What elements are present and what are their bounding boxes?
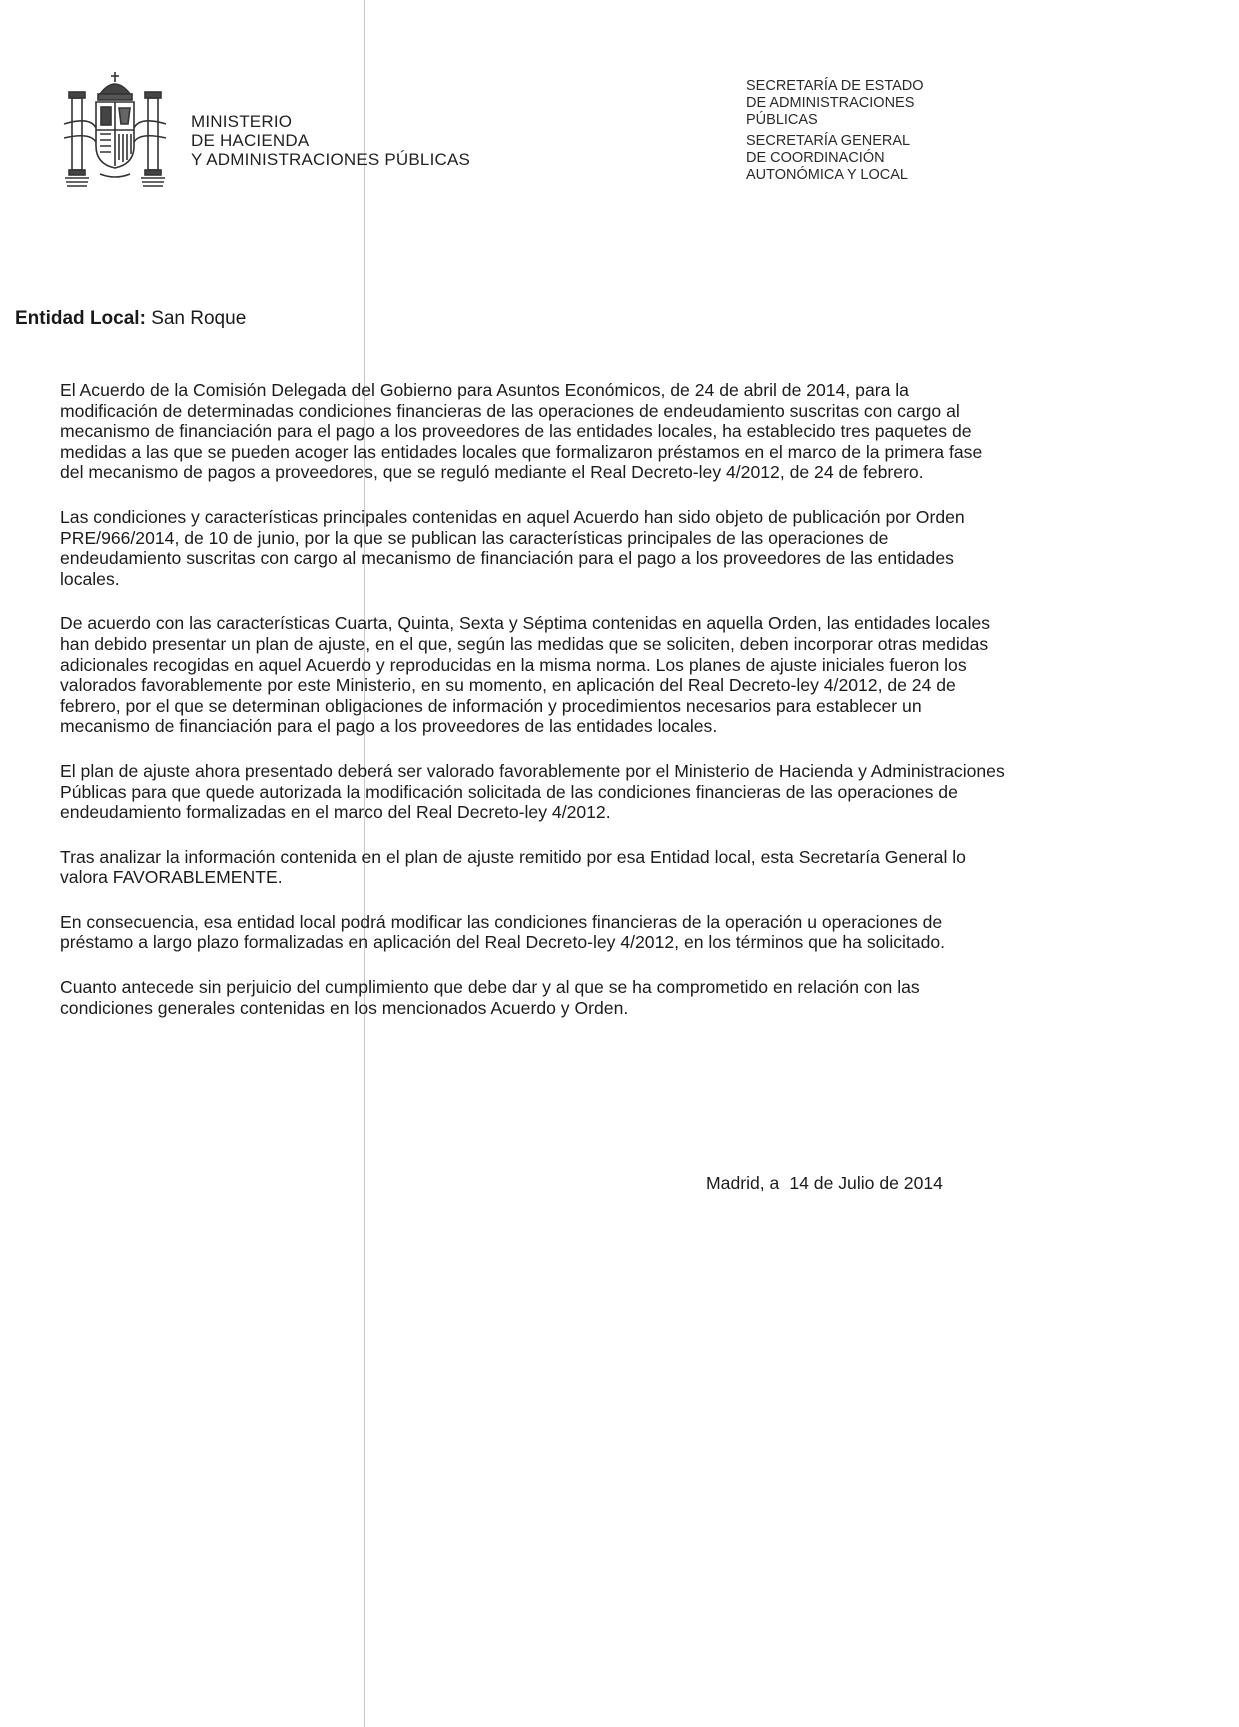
paragraph: El plan de ajuste ahora presentado deberá ser valorado favorablemente por el Ministerio de Hacienda y Administraciones Públicas para que quede autorizada la modificación solicitada de las condiciones financieras de las operaciones de endeudamiento formalizadas en el marco del Real Decreto-ley 4/2012. <box>60 760 1005 823</box>
secretariat-line: AUTONÓMICA Y LOCAL <box>746 167 908 183</box>
ministry-name <box>191 112 470 169</box>
ministry-line: MINISTERIO <box>191 112 293 131</box>
paragraph: De acuerdo con las características Cuarta, Quinta, Sexta y Séptima contenidas en aquella Orden, las entidades locales han debido presentar un plan de ajuste, en el que, según las medidas que se soliciten, deben incorporar otras medidas adicionales recogidas en aquel Acuerdo y reproducidas en la misma norma. Los planes de ajuste iniciales fueron los valorados favorablemente por este Ministerio, en su momento, en aplicación del Real Decreto-ley 4/2012, de 24 de febrero, por el que se determinan obligaciones de información y procedimientos necesarios para establecer un mecanismo de financiación para el pago a los proveedores de las entidades locales. <box>60 613 991 737</box>
secretariat-line: DE COORDINACIÓN <box>746 150 885 166</box>
entity-line <box>15 308 246 330</box>
ministry-line: Y ADMINISTRACIONES PÚBLICAS <box>191 150 471 169</box>
date-line <box>706 1173 943 1194</box>
date-prefix: Madrid, a <box>706 1173 780 1193</box>
spanish-coat-of-arms-icon <box>60 68 170 193</box>
ministry-line: DE HACIENDA <box>191 131 310 150</box>
secretaria-general-block <box>746 133 924 184</box>
entity-value: San Roque <box>151 308 247 329</box>
secretaria-estado-block <box>746 78 924 129</box>
entity-label: Entidad Local: <box>15 308 146 329</box>
paragraph: En consecuencia, esa entidad local podrá modificar las condiciones financieras de la operación u operaciones de préstamo a largo plazo formalizadas en aplicación del Real Decreto-ley 4/2012, en los términos que ha solicitado. <box>60 911 946 953</box>
date-value: 14 de Julio de 2014 <box>789 1173 943 1193</box>
paragraph: Cuanto antecede sin perjuicio del cumplimiento que debe dar y al que se ha comprometido en relación con las condiciones generales contenidas en los mencionados Acuerdo y Orden. <box>60 977 920 1018</box>
secretariat-header <box>746 78 924 184</box>
secretariat-line: DE ADMINISTRACIONES <box>746 95 915 111</box>
paragraph: Tras analizar la información contenida en el plan de ajuste remitido por esa Entidad local, esta Secretaría General lo valora FAVORABLEMENTE. <box>60 846 966 888</box>
secretariat-line: SECRETARÍA DE ESTADO <box>746 78 924 94</box>
letter-body <box>60 380 1010 1042</box>
secretariat-line: PÚBLICAS <box>746 112 818 128</box>
secretariat-line: SECRETARÍA GENERAL <box>746 133 911 149</box>
paragraph: Las condiciones y características principales contenidas en aquel Acuerdo han sido objeto de publicación por Orden PRE/966/2014, de 10 de junio, por la que se publican las características principales de las operaciones de endeudamiento suscritas con cargo al mecanismo de financiación para el pago a los proveedores de las entidades locales. <box>60 506 965 589</box>
paragraph: El Acuerdo de la Comisión Delegada del Gobierno para Asuntos Económicos, de 24 de abril de 2014, para la modificación de determinadas condiciones financieras de las operaciones de endeudamiento suscritas con cargo al mecanismo de financiación para el pago a los proveedores de las entidades locales, ha establecido tres paquetes de medidas a las que se pueden acoger las entidades locales que formalizaron préstamos en el marco de la primera fase del mecanismo de pagos a proveedores, que se reguló mediante el Real Decreto-ley 4/2012, de 24 de febrero. <box>60 380 983 483</box>
